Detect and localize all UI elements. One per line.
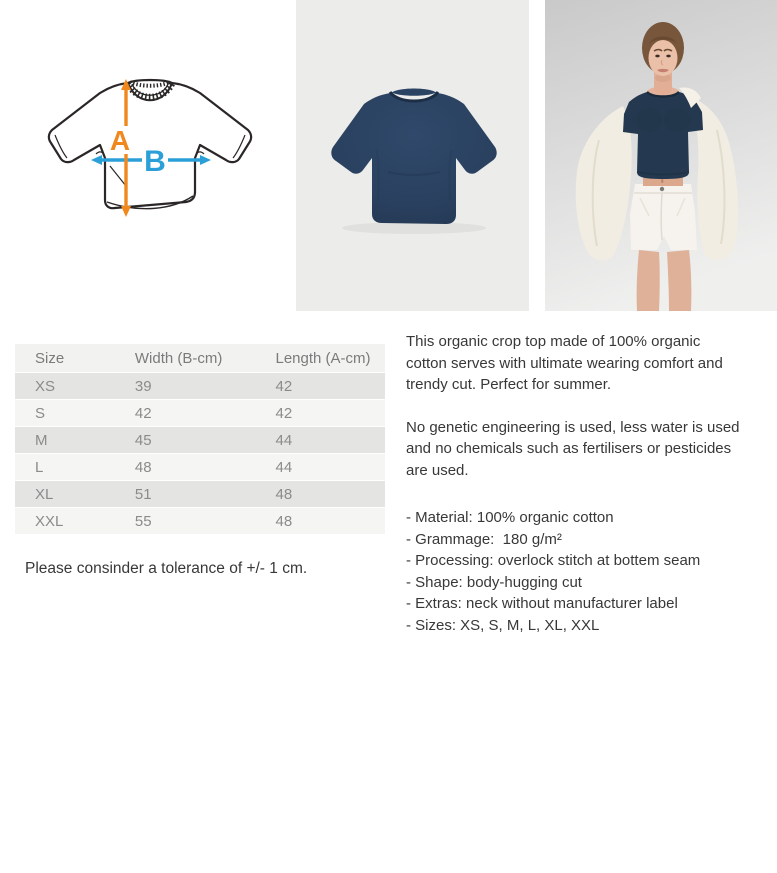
size-table-section — [15, 344, 385, 535]
cell-width: 39 — [115, 373, 256, 400]
cell-size: XL — [15, 481, 115, 508]
cell-length: 42 — [255, 400, 385, 427]
cell-length: 44 — [255, 454, 385, 481]
column-header-length: Length (A-cm) — [255, 344, 385, 373]
cell-size: XXL — [15, 508, 115, 535]
table-row — [15, 373, 385, 400]
feature-sizes: - Sizes: XS, S, M, L, XL, XXL — [406, 616, 600, 634]
feature-shape: - Shape: body-hugging cut — [406, 573, 582, 591]
measurement-diagram-panel — [0, 0, 296, 311]
feature-list — [406, 507, 740, 636]
navy-crop-top-image — [296, 0, 529, 311]
size-table-header-row — [15, 344, 385, 373]
table-row — [15, 454, 385, 481]
feature-material: - Material: 100% organic cotton — [406, 509, 614, 526]
cell-width: 51 — [115, 481, 256, 508]
table-row — [15, 508, 385, 535]
cell-size: XS — [15, 373, 115, 400]
size-table — [15, 344, 385, 535]
cell-size: L — [15, 454, 115, 481]
feature-processing: - Processing: overlock stitch at bottem seam — [406, 552, 701, 569]
feature-grammage: - Grammage: 180 g/m² — [406, 530, 562, 548]
cell-size: M — [15, 427, 115, 454]
model-right-leg — [667, 250, 691, 311]
crop-top-measurement-diagram — [44, 74, 256, 224]
cell-length: 48 — [255, 481, 385, 508]
cell-width: 55 — [115, 508, 256, 535]
tolerance-note: Please consinder a tolerance of +/- 1 cm. — [25, 560, 308, 577]
table-row — [15, 427, 385, 454]
cell-width: 42 — [115, 400, 256, 427]
product-description — [406, 331, 740, 636]
feature-extras: - Extras: neck without manufacturer label — [406, 595, 678, 612]
length-label-a: A — [109, 125, 131, 156]
description-paragraph-1: This organic crop top made of 100% organic cotton serves with ultimate wearing comfort and trendy cut. Perfect for summer. — [406, 333, 723, 393]
navy-shirt-silhouette — [331, 89, 496, 225]
model-photo — [545, 0, 777, 311]
cell-length: 48 — [255, 508, 385, 535]
cell-length: 42 — [255, 373, 385, 400]
cell-width: 45 — [115, 427, 256, 454]
table-row — [15, 400, 385, 427]
cell-width: 48 — [115, 454, 256, 481]
width-label-b: B — [144, 145, 166, 178]
shirt-shadow — [342, 222, 486, 234]
model-wearing-crop-top-image — [545, 0, 777, 311]
description-paragraph-2: No genetic engineering is used, less water is used and no chemicals such as fertilisers or pesticides are used. — [406, 418, 740, 479]
shorts-button — [660, 187, 664, 191]
column-header-width: Width (B-cm) — [115, 344, 256, 373]
cell-length: 44 — [255, 427, 385, 454]
model-left-leg — [637, 250, 660, 311]
table-row — [15, 481, 385, 508]
navel — [661, 179, 663, 183]
cell-size: S — [15, 400, 115, 427]
product-photo — [296, 0, 529, 311]
column-header-size: Size — [15, 344, 115, 373]
